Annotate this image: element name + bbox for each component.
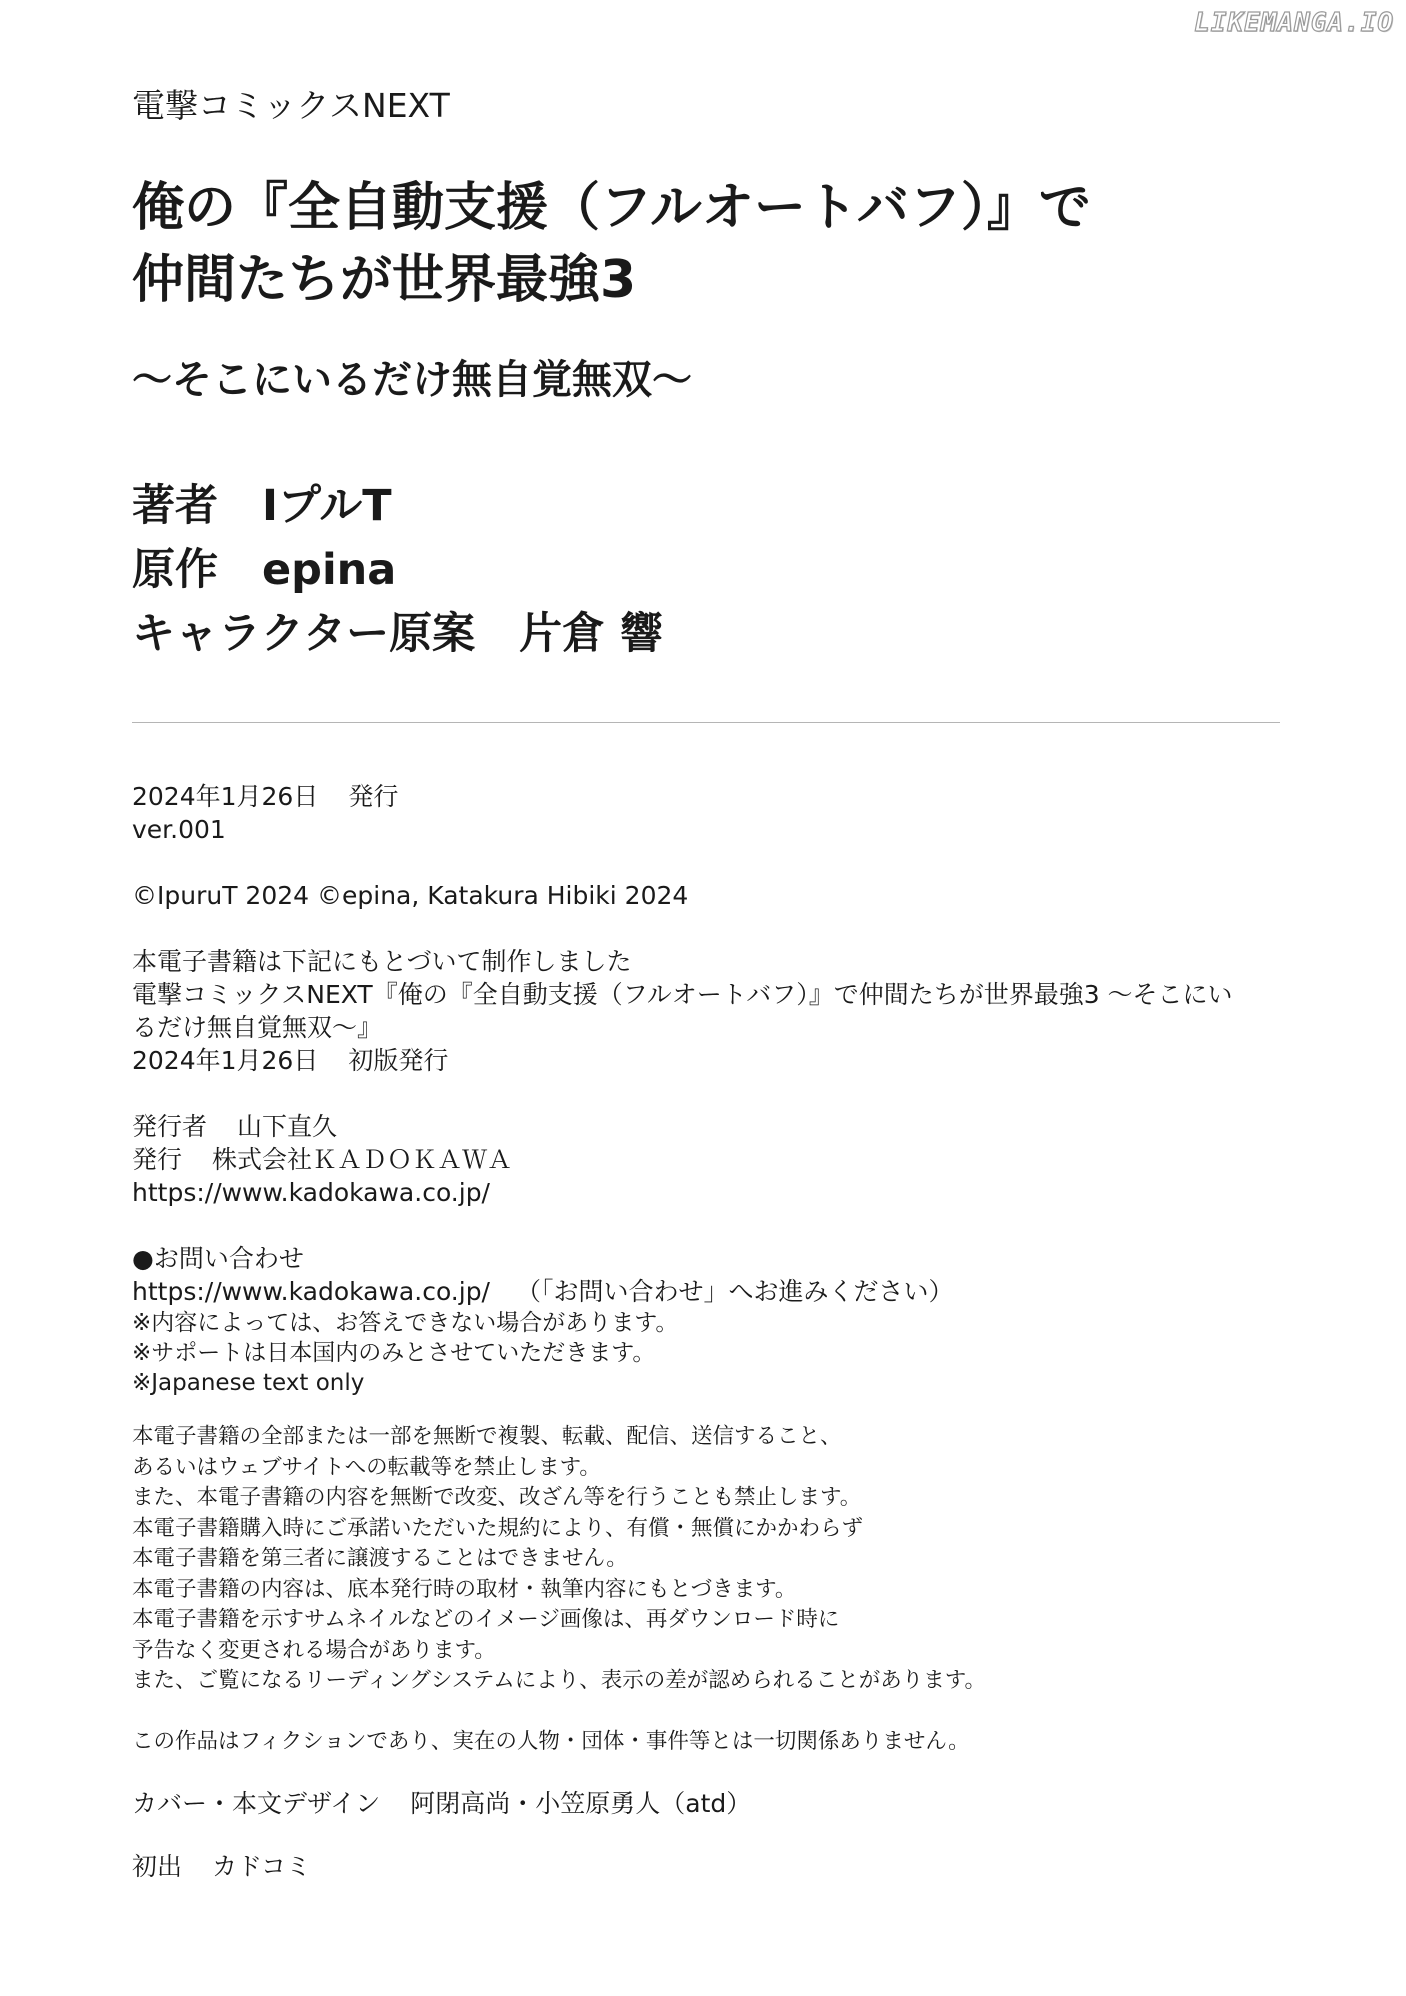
first-appearance-label: 初出 xyxy=(132,1852,183,1881)
copyright: ©IpuruT 2024 ©epina, Katakura Hibiki 2024 xyxy=(132,881,689,910)
version: ver.001 xyxy=(132,815,226,844)
site-watermark: LIKEMANGA.IO xyxy=(1194,8,1394,38)
credit-name: epina xyxy=(262,545,397,595)
credits-block xyxy=(132,474,663,666)
legal-line: また、本電子書籍の内容を無断で改変、改ざん等を行うことも禁止します。 xyxy=(132,1485,862,1510)
source-date-label: 初版発行 xyxy=(348,1046,449,1075)
book-title-line-1: 俺の『全自動支援（フルオートバフ）』で xyxy=(132,178,1091,238)
publisher-person-name: 山下直久 xyxy=(237,1112,338,1141)
imprint-label: 電撃コミックスNEXT xyxy=(132,86,450,125)
source-line-1: 電撃コミックスNEXT『俺の『全自動支援（フルオートバフ）』で仲間たちが世界最強3 ～そこにい xyxy=(132,980,1233,1009)
credit-author xyxy=(132,474,663,538)
publication-date xyxy=(132,780,1280,813)
publication-date-value: 2024年1月26日 xyxy=(132,782,319,811)
legal-line: 予告なく変更される場合があります。 xyxy=(132,1637,496,1663)
source-line-2: るだけ無自覚無双～』 xyxy=(132,1013,383,1042)
legal-line: 本電子書籍を示すサムネイルなどのイメージ画像は、再ダウンロード時に xyxy=(132,1607,840,1632)
credit-role: 著者 xyxy=(132,481,218,531)
credit-name: IプルT xyxy=(262,481,392,531)
design-credit-names: 阿閉高尚・小笠原勇人（atd） xyxy=(410,1789,752,1818)
source-date-value: 2024年1月26日 xyxy=(132,1046,319,1075)
inquiry-note: ※Japanese text only xyxy=(132,1370,365,1396)
fiction-notice: この作品はフィクションであり、実在の人物・団体・事件等とは一切関係ありません。 xyxy=(132,1728,970,1754)
credit-role: キャラクター原案 xyxy=(132,609,476,659)
credit-character-design xyxy=(132,602,663,666)
publisher-url: https://www.kadokawa.co.jp/ xyxy=(132,1178,490,1207)
legal-line: 本電子書籍の内容は、底本発行時の取材・執筆内容にもとづきます。 xyxy=(132,1576,797,1602)
inquiry-note: ※内容によっては、お答えできない場合があります。 xyxy=(132,1310,679,1336)
publication-date-label: 発行 xyxy=(348,782,399,811)
publisher-company-name: 株式会社ＫＡＤＯＫＡＷＡ xyxy=(212,1145,513,1174)
publisher-person-label: 発行者 xyxy=(132,1112,208,1141)
first-appearance-value: カドコミ xyxy=(212,1852,312,1881)
first-appearance xyxy=(132,1850,1280,1883)
publisher-company-label: 発行 xyxy=(132,1145,183,1174)
book-title xyxy=(132,172,1091,316)
credit-role: 原作 xyxy=(132,545,218,595)
inquiry-url-note: （「お問い合わせ」へお進みください） xyxy=(515,1277,954,1306)
legal-line: また、ご覧になるリーディングシステムにより、表示の差が認められることがあります。 xyxy=(132,1668,986,1693)
inquiry-url: https://www.kadokawa.co.jp/ xyxy=(132,1277,490,1306)
publisher-company xyxy=(132,1143,1280,1176)
design-credit-label: カバー・本文デザイン xyxy=(132,1789,381,1818)
colophon-details xyxy=(132,780,1280,1883)
source-intro: 本電子書籍は下記にもとづいて制作しました xyxy=(132,947,632,976)
credit-name: 片倉 響 xyxy=(519,609,664,659)
book-subtitle: ～そこにいるだけ無自覚無双～ xyxy=(132,357,692,403)
credit-original xyxy=(132,538,663,602)
legal-line: 本電子書籍の全部または一部を無断で複製、転載、配信、送信すること、 xyxy=(132,1424,842,1449)
publisher-person xyxy=(132,1110,1280,1143)
legal-line: 本電子書籍購入時にご承諾いただいた規約により、有償・無償にかかわらず xyxy=(132,1515,864,1541)
divider-line xyxy=(132,722,1280,723)
inquiry-url-line xyxy=(132,1275,1280,1308)
inquiry-heading: ●お問い合わせ xyxy=(132,1244,304,1273)
design-credit xyxy=(132,1787,1280,1820)
inquiry-note: ※サポートは日本国内のみとさせていただきます。 xyxy=(132,1340,656,1366)
book-title-line-2: 仲間たちが世界最強3 xyxy=(132,250,637,310)
legal-line: あるいはウェブサイトへの転載等を禁止します。 xyxy=(132,1454,601,1480)
source-date xyxy=(132,1044,1280,1077)
legal-line: 本電子書籍を第三者に譲渡することはできません。 xyxy=(132,1546,628,1571)
